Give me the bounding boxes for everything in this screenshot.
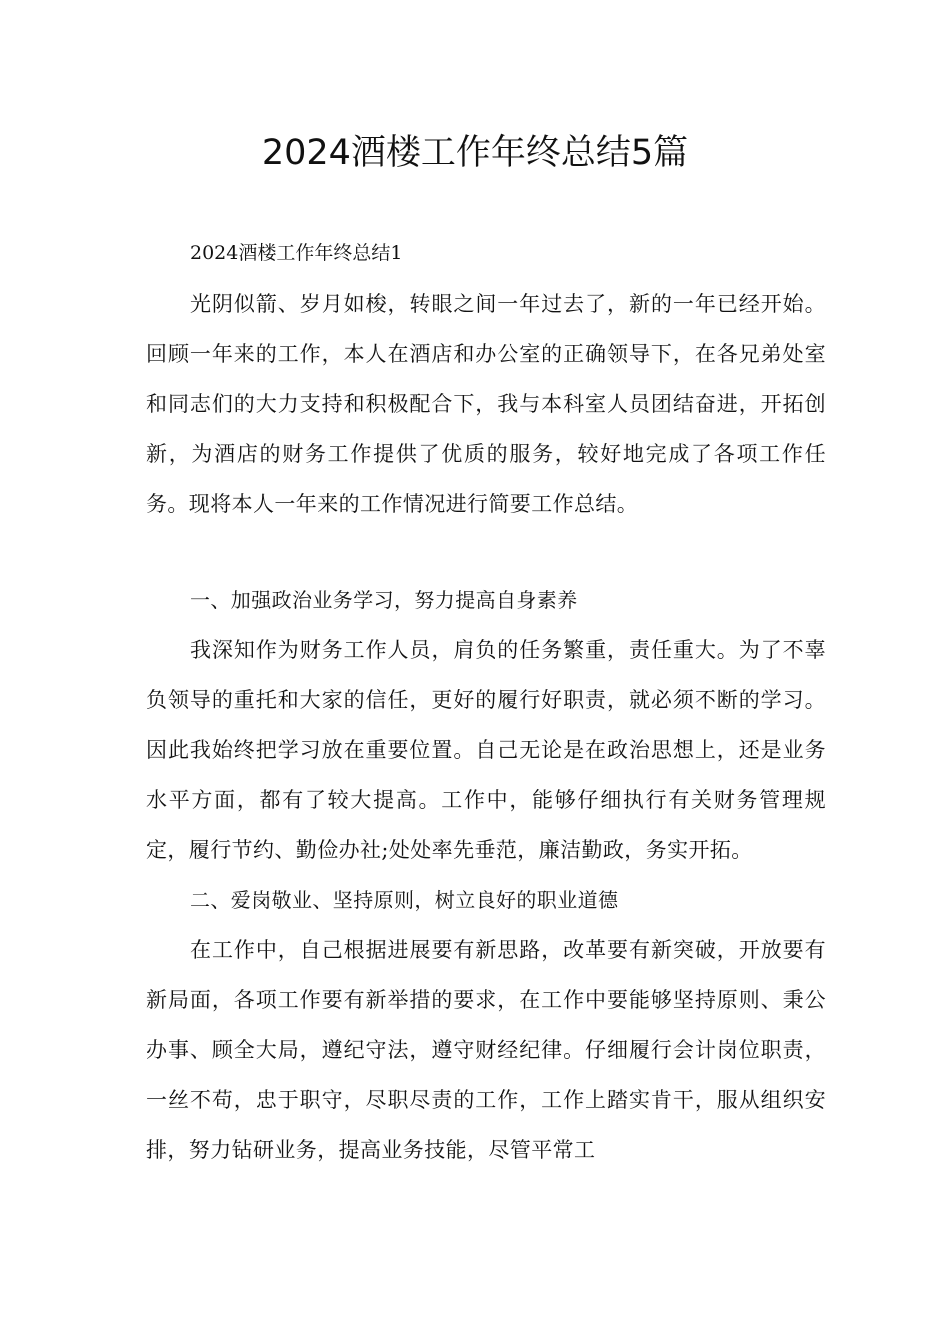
spacer — [146, 529, 826, 575]
section-paragraph-1: 我深知作为财务工作人员，肩负的任务繁重，责任重大。为了不辜负领导的重托和大家的信任，更好的履行好职责，就必须不断的学习。因此我始终把学习放在重要位置。自己无论是在政治思想上，还是业务水平方面，都有了较大提高。工作中，能够仔细执行有关财务管理规定，履行节约、勤俭办社;处处率先垂范，廉洁勤政，务实开拓。 — [146, 638, 826, 862]
document-title: 2024酒楼工作年终总结5篇 — [261, 133, 689, 173]
document-body — [146, 231, 826, 1175]
section-heading-2: 二、爱岗敬业、坚持原则，树立良好的职业道德 — [190, 888, 619, 912]
intro-paragraph: 光阴似箭、岁月如梭，转眼之间一年过去了，新的一年已经开始。回顾一年来的工作，本人在酒店和办公室的正确领导下，在各兄弟处室和同志们的大力支持和积极配合下，我与本科室人员团结奋进，开拓创新，为酒店的财务工作提供了优质的服务，较好地完成了各项工作任务。现将本人一年来的工作情况进行简要工作总结。 — [146, 292, 826, 516]
section-subtitle: 2024酒楼工作年终总结1 — [190, 242, 403, 264]
section-paragraph-2: 在工作中，自己根据进展要有新思路，改革要有新突破，开放要有新局面，各项工作要有新举措的要求，在工作中要能够坚持原则、秉公办事、顾全大局，遵纪守法，遵守财经纪律。仔细履行会计岗位职责，一丝不苟，忠于职守，尽职尽责的工作，工作上踏实肯干，服从组织安排，努力钻研业务，提高业务技能，尽管平常工 — [146, 938, 826, 1162]
section-heading-1: 一、加强政治业务学习，努力提高自身素养 — [190, 588, 578, 612]
